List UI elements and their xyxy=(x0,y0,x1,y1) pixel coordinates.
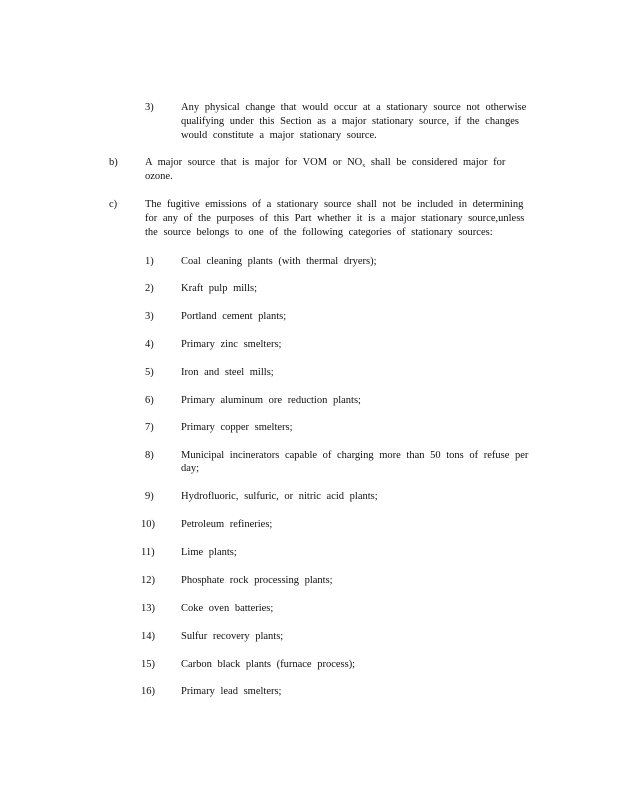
item-line: Any physical change that would occur at a stationary source not otherwise xyxy=(181,102,527,113)
item-number: 3) xyxy=(145,102,154,113)
category-number: 11) xyxy=(141,547,155,558)
category-text: Primary aluminum ore reduction plants; xyxy=(181,395,361,406)
category-number: 6) xyxy=(145,395,154,406)
category-number: 9) xyxy=(145,491,154,502)
category-number: 15) xyxy=(141,659,155,670)
subsection-line: the source belongs to one of the following categories of stationary sources: xyxy=(145,227,493,238)
subsection-line: for any of the purposes of this Part whether it is a major stationary source,unless xyxy=(145,213,525,224)
subscript-x: x xyxy=(362,163,366,169)
item-line: qualifying under this Section as a major stationary source, if the changes xyxy=(181,116,519,127)
category-text: Carbon black plants (furnace process); xyxy=(181,659,356,670)
category-number: 10) xyxy=(141,519,155,530)
category-text: Primary zinc smelters; xyxy=(181,339,282,350)
category-number: 16) xyxy=(141,686,155,697)
category-text: Portland cement plants; xyxy=(181,311,287,322)
subsection-line: The fugitive emissions of a stationary source shall not be included in determining xyxy=(145,199,524,210)
subsection-line xyxy=(145,156,505,174)
subsection-text: shall be considered major for xyxy=(370,157,506,168)
category-text: Coke oven batteries; xyxy=(181,603,274,614)
subsection-label: c) xyxy=(109,199,118,210)
category-text: Petroleum refineries; xyxy=(181,519,273,530)
category-number: 12) xyxy=(141,575,155,586)
category-number: 4) xyxy=(145,339,154,350)
category-text: Phosphate rock processing plants; xyxy=(181,575,333,586)
category-text: Sulfur recovery plants; xyxy=(181,631,284,642)
category-text: Coal cleaning plants (with thermal dryers); xyxy=(181,256,377,267)
category-text-continued: day; xyxy=(181,463,200,474)
category-number: 2) xyxy=(145,283,154,294)
category-text: Iron and steel mills; xyxy=(181,367,274,378)
category-number: 7) xyxy=(145,422,154,433)
category-text: Primary lead smelters; xyxy=(181,686,282,697)
category-number: 3) xyxy=(145,311,154,322)
subsection-text: A major source that is major for VOM or NO xyxy=(145,157,363,168)
category-text: Lime plants; xyxy=(181,547,237,558)
category-text: Kraft pulp mills; xyxy=(181,283,257,294)
category-text: Primary copper smelters; xyxy=(181,422,293,433)
category-number: 1) xyxy=(145,256,154,267)
subsection-line: ozone. xyxy=(145,171,173,182)
category-number: 13) xyxy=(141,603,155,614)
category-number: 14) xyxy=(141,631,155,642)
category-text: Hydrofluoric, sulfuric, or nitric acid plants; xyxy=(181,491,378,502)
item-line: would constitute a major stationary source. xyxy=(181,130,377,141)
category-number: 5) xyxy=(145,367,154,378)
category-text: Municipal incinerators capable of charging more than 50 tons of refuse per xyxy=(181,450,529,461)
category-number: 8) xyxy=(145,450,154,461)
subsection-label: b) xyxy=(109,157,118,168)
